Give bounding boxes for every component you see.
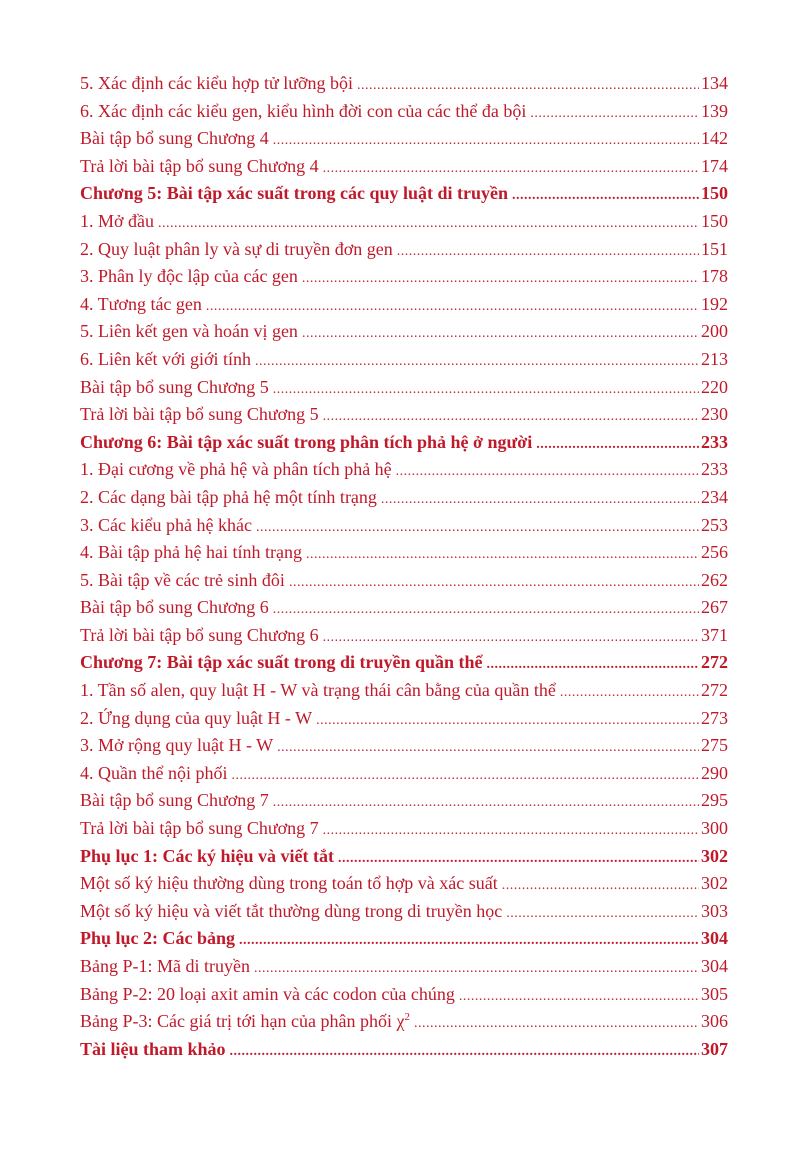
- toc-chapter-entry: [80, 180, 728, 208]
- toc-entry: [80, 153, 728, 181]
- toc-entry-title: Bài tập bổ sung Chương 5: [80, 376, 269, 397]
- toc-entry-title: 2. Ứng dụng của quy luật H - W: [80, 707, 313, 728]
- toc-entry: [80, 374, 728, 402]
- toc-page-number: 300: [701, 818, 728, 839]
- toc-entry-title: 3. Các kiểu phả hệ khác: [80, 514, 252, 535]
- toc-entry-title: 4. Tương tác gen: [80, 293, 202, 314]
- toc-entry-title: Trả lời bài tập bổ sung Chương 5: [80, 404, 319, 425]
- toc-entry: [80, 512, 728, 540]
- toc-entry: [80, 981, 728, 1009]
- toc-entry-title: 5. Xác định các kiểu hợp tử lưỡng bội: [80, 73, 353, 93]
- toc-entry-title: 5. Liên kết gen và hoán vị gen: [80, 321, 298, 342]
- toc-entry: [80, 263, 728, 291]
- toc-entry-title: Bảng P-1: Mã di truyền: [80, 956, 250, 976]
- toc-entry-title: Chương 6: Bài tập xác suất trong phân tích phả hệ ở người: [80, 431, 533, 452]
- dot-leader: [381, 486, 699, 514]
- toc-entry-title: 1. Đại cương về phả hệ và phân tích phả hệ: [80, 459, 392, 480]
- toc-page-number: 139: [701, 100, 728, 121]
- toc-entry-title: 5. Bài tập về các trẻ sinh đôi: [80, 569, 285, 590]
- toc-page-number: 213: [701, 348, 728, 369]
- toc-entry-title: 4. Quần thể nội phối: [80, 762, 228, 783]
- toc-entry-title: Phụ lục 2: Các bảng: [80, 928, 236, 949]
- dot-leader: [255, 348, 699, 376]
- toc-page-number: 192: [701, 293, 728, 314]
- toc-chapter-entry: [80, 925, 728, 953]
- toc-page-number: 200: [701, 321, 728, 342]
- toc-entry-title: Một số ký hiệu thường dùng trong toán tổ hợp và xác suất: [80, 873, 498, 894]
- table-of-contents: [80, 70, 728, 1063]
- dot-leader: [231, 762, 699, 790]
- toc-entry: [80, 705, 728, 733]
- dot-leader: [487, 651, 700, 679]
- dot-leader: [273, 376, 699, 404]
- dot-leader: [302, 265, 699, 293]
- toc-entry: [80, 594, 728, 622]
- toc-page-number: 233: [701, 431, 728, 452]
- dot-leader: [289, 569, 699, 597]
- toc-entry: [80, 291, 728, 319]
- toc-entry: [80, 125, 728, 153]
- toc-page-number: 220: [701, 376, 728, 397]
- toc-entry: [80, 539, 728, 567]
- toc-entry: [80, 401, 728, 429]
- dot-leader: [239, 927, 699, 955]
- dot-leader: [158, 210, 699, 238]
- toc-entry-title: Bài tập bổ sung Chương 4: [80, 128, 269, 149]
- toc-entry-title: Bài tập bổ sung Chương 7: [80, 790, 269, 811]
- toc-entry-title: Phụ lục 1: Các ký hiệu và viết tắt: [80, 845, 334, 866]
- toc-page-number: 304: [701, 928, 728, 949]
- dot-leader: [506, 900, 699, 928]
- toc-chapter-entry: [80, 1036, 728, 1064]
- toc-entry-title: Chương 5: Bài tập xác suất trong các quy luật di truyền: [80, 183, 508, 204]
- toc-page-number: 234: [701, 486, 728, 507]
- dot-leader: [323, 403, 699, 431]
- toc-page-number: 142: [701, 128, 728, 149]
- superscript: 2: [404, 1011, 410, 1024]
- toc-entry-title: 1. Tần số alen, quy luật H - W và trạng thái cân bằng của quần thể: [80, 680, 556, 701]
- toc-page-number: 371: [701, 624, 728, 645]
- dot-leader: [323, 624, 699, 652]
- toc-entry: [80, 567, 728, 595]
- toc-entry-title: 2. Quy luật phân ly và sự di truyền đơn gen: [80, 238, 393, 259]
- dot-leader: [277, 734, 699, 762]
- toc-page-number: 305: [701, 983, 728, 1004]
- dot-leader: [256, 514, 699, 542]
- dot-leader: [273, 127, 699, 155]
- dot-leader: [230, 1038, 699, 1066]
- toc-entry: [80, 70, 728, 98]
- dot-leader: [512, 182, 699, 210]
- toc-entry-title: Trả lời bài tập bổ sung Chương 4: [80, 155, 319, 176]
- toc-entry-title: 6. Xác định các kiểu gen, kiểu hình đời con của các thể đa bội: [80, 100, 527, 121]
- toc-page-number: 275: [701, 735, 728, 756]
- dot-leader: [459, 983, 699, 1011]
- dot-leader: [397, 238, 699, 266]
- toc-entry: [80, 870, 728, 898]
- dot-leader: [254, 955, 699, 983]
- toc-entry: [80, 236, 728, 264]
- toc-page-number: 272: [701, 680, 728, 701]
- toc-page-number: 150: [701, 183, 728, 204]
- toc-entry-title: Một số ký hiệu và viết tắt thường dùng trong di truyền học: [80, 900, 503, 921]
- toc-entry: [80, 98, 728, 126]
- toc-page-number: 307: [701, 1038, 728, 1059]
- toc-page-number: 304: [701, 956, 728, 976]
- toc-entry: [80, 346, 728, 374]
- dot-leader: [302, 320, 699, 348]
- toc-entry: [80, 732, 728, 760]
- toc-entry-title: 4. Bài tập phả hệ hai tính trạng: [80, 542, 302, 563]
- toc-entry: [80, 898, 728, 926]
- toc-entry-title: 3. Mở rộng quy luật H - W: [80, 735, 274, 756]
- dot-leader: [206, 293, 699, 321]
- toc-entry: [80, 1008, 728, 1036]
- toc-entry: [80, 208, 728, 236]
- dot-leader: [273, 789, 699, 817]
- toc-entry: [80, 456, 728, 484]
- toc-page-number: 178: [701, 266, 728, 287]
- toc-page-number: 302: [701, 845, 728, 866]
- toc-page-number: 253: [701, 514, 728, 535]
- toc-entry: [80, 484, 728, 512]
- toc-page-number: 256: [701, 542, 728, 563]
- toc-entry-title: Bảng P-2: 20 loại axit amin và các codon của chúng: [80, 983, 455, 1004]
- dot-leader: [323, 155, 699, 183]
- toc-entry-title: Bài tập bổ sung Chương 6: [80, 597, 269, 618]
- toc-page-number: 272: [701, 652, 728, 673]
- dot-leader: [536, 431, 699, 459]
- dot-leader: [273, 596, 699, 624]
- toc-entry-title: 3. Phân ly độc lập của các gen: [80, 266, 298, 287]
- toc-page-number: 262: [701, 569, 728, 590]
- toc-entry-title: Trả lời bài tập bổ sung Chương 7: [80, 818, 319, 839]
- toc-page-number: 306: [701, 1011, 728, 1032]
- toc-entry: [80, 953, 728, 981]
- dot-leader: [338, 845, 699, 873]
- toc-entry-title: 6. Liên kết với giới tính: [80, 348, 252, 369]
- toc-page-number: 174: [701, 155, 728, 176]
- toc-entry: [80, 815, 728, 843]
- dot-leader: [357, 72, 699, 100]
- toc-page-number: 273: [701, 707, 728, 728]
- toc-chapter-entry: [80, 649, 728, 677]
- dot-leader: [530, 100, 699, 128]
- toc-entry: [80, 622, 728, 650]
- toc-page-number: 150: [701, 210, 728, 231]
- toc-page-number: 230: [701, 404, 728, 425]
- toc-entry: [80, 318, 728, 346]
- toc-entry: [80, 677, 728, 705]
- toc-page-number: 267: [701, 597, 728, 618]
- toc-page-number: 233: [701, 459, 728, 480]
- toc-page-number: 134: [701, 73, 728, 93]
- toc-page-number: 302: [701, 873, 728, 894]
- toc-page-number: 151: [701, 238, 728, 259]
- toc-entry-title: Bảng P-3: Các giá trị tới hạn của phân phối $\chi^2$: [80, 1011, 410, 1032]
- dot-leader: [414, 1010, 699, 1038]
- toc-page-number: 295: [701, 790, 728, 811]
- dot-leader: [560, 679, 699, 707]
- dot-leader: [396, 458, 699, 486]
- toc-page-number: 303: [701, 900, 728, 921]
- toc-entry-title: Trả lời bài tập bổ sung Chương 6: [80, 624, 319, 645]
- dot-leader: [502, 872, 699, 900]
- toc-entry-title: Chương 7: Bài tập xác suất trong di truyền quần thể: [80, 652, 483, 673]
- toc-entry: [80, 787, 728, 815]
- toc-entry: [80, 760, 728, 788]
- toc-entry-title: Tài liệu tham khảo: [80, 1038, 226, 1059]
- dot-leader: [306, 541, 699, 569]
- toc-entry-title: 2. Các dạng bài tập phả hệ một tính trạng: [80, 486, 377, 507]
- dot-leader: [323, 817, 699, 845]
- toc-entry-title: 1. Mở đầu: [80, 210, 155, 231]
- toc-chapter-entry: [80, 843, 728, 871]
- toc-chapter-entry: [80, 429, 728, 457]
- dot-leader: [316, 707, 699, 735]
- toc-page-number: 290: [701, 762, 728, 783]
